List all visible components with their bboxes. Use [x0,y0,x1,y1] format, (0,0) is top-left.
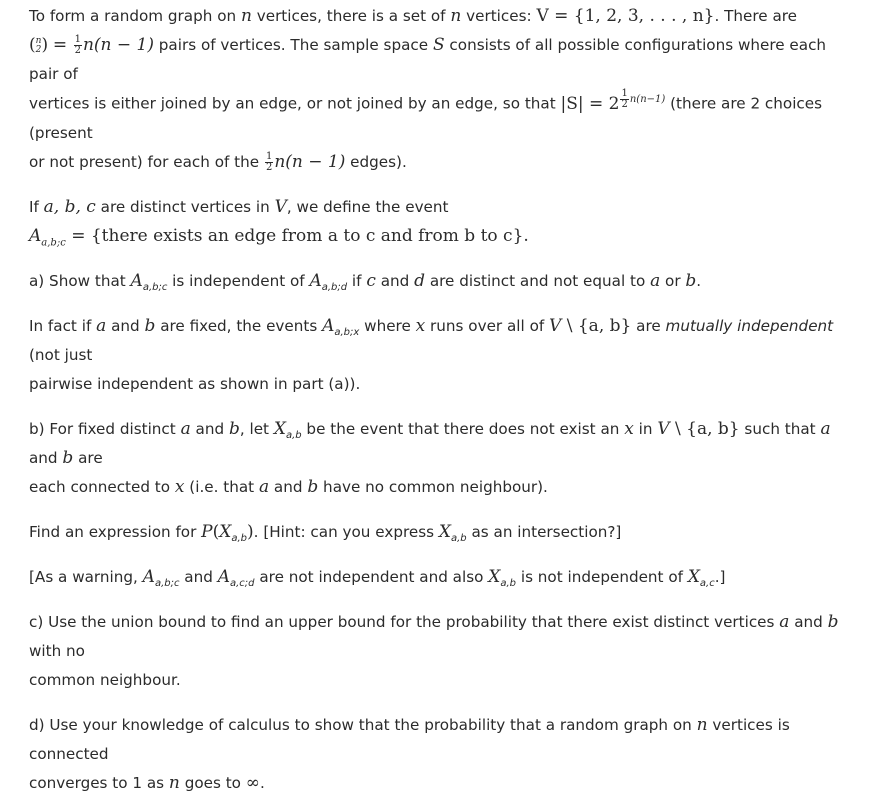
paragraph-intro: To form a random graph on n vertices, there is a set of n vertices: V = {1, 2, 3, . . . , n}. There are ( n 2 ) = $\frac{1}{2}$ n(n − 1) pairs of vertices. The sample space S consists of all possible configurations where each pair of vertices is either joined by an edge, or not joined by an edge, so that |S| = 2 $^{\frac{1}{2} n(n-1)}$ (there are 2 choices (present or not present) for each of the $\frac{1}{2}$ n(n − 1) edges). [29,6,827,173]
paragraph-warning: [As a warning, $A_{a,b;c}$ and $A_{a,c;d}$ are not independent and also $X_{a,b}$ is not independent of $X_{a,c}$.] [29,566,726,589]
paragraph-event-definition: If a, b, c are distinct vertices in V, we define the event $A_{a,b;c}$ = {there exists an edge from a to c and from b to c}. [29,196,529,249]
binomial-coefficient: ( n 2 ) [29,35,49,55]
part-d: d) Use your knowledge of calculus to show that the probability that a random graph on n vertices is connected converges to 1 as n goes to ∞. [29,714,790,793]
fraction-half: $\frac{1}{2}$ [74,34,81,56]
vertex-set-formula: V = {1, 2, 3, . . . , n} [536,6,715,26]
event-definition-formula: $A_{a,b;c}$ = {there exists an edge from a to c and from b to c}. [29,225,529,249]
paragraph-find-expression: Find an expression for $P(X_{a,b})$. [Hint: can you express $X_{a,b}$ as an intersection?] [29,521,622,544]
sample-space-size-formula: |S| = 2 $^{\frac{1}{2} n(n-1)}$ [560,88,666,114]
paragraph-mutual-independence: In fact if a and b are fixed, the events $A_{a,b;x}$ where x runs over all of V \ {a, b} are mutually independent (not just pairwise independent as shown in part (a)). [29,315,834,393]
part-c: c) Use the union bound to find an upper bound for the probability that there exist distinct vertices a and b with no common neighbour. [29,611,839,689]
part-b: b) For fixed distinct a and b, let $X_{a,b}$ be the event that there does not exist an x in V \ {a, b} such that a and b are each connected to x (i.e. that a and b have no common neighbour). [29,418,831,497]
part-a: a) Show that $A_{a,b;c}$ is independent of $A_{a,b;d}$ if c and d are distinct and not equal to a or b. [29,270,702,293]
